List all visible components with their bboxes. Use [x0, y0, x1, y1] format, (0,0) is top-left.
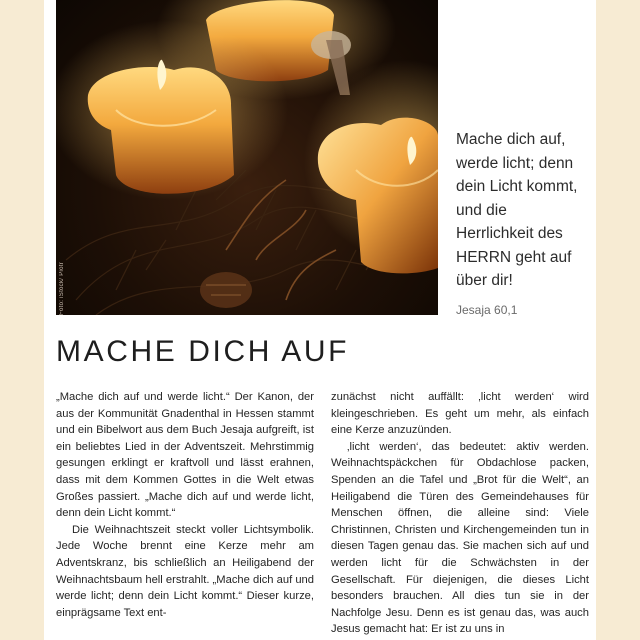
photo-credit: Foto: iStock/ Piotr	[59, 261, 65, 315]
paragraph: Die Weihnachtszeit steckt voller Lichtsymbolik. Jede Woche brennt eine Kerze mehr am Adventskranz, bis schließlich an Heiligabend der Weihnachtsbaum hell erstrahlt. „Mache dich auf und werde licht; denn dein Licht kommt.“ Dieser kurze, einprägsame Text ent-	[56, 523, 314, 619]
paragraph: ‚licht werden‘, das bedeutet: aktiv werden. Weihnachtspäckchen für Obdachlose packen, Spenden an die Tafel und „Brot für die Welt“, an Heiligabend die Türen des Gemeindehauses für Menschen öffnen, die alleine sind: Viele Christinnen, Christen und Kirchengemeinden tun in diesen Tagen genau das. Sie machen sich auf und werden licht für die Schwächsten in der Gesellschaft. Für diejenigen, die dieses Licht besonders brauchen. All dies tun sie in der Nachfolge Jesu. Denn es ist genau das, was auch Jesus gemacht hat: Er ist zu uns in	[331, 440, 589, 636]
article-title: MACHE DICH AUF	[56, 335, 350, 368]
candles-illustration	[56, 0, 438, 315]
bible-verse: Mache dich auf, werde licht; denn dein Licht kommt, und die Herrlichkeit des HERRN geht auf über dir!	[456, 131, 578, 289]
paragraph: zunächst nicht auffällt: ‚licht werden‘ wird kleingeschrieben. Es geht um mehr, als einfach eine Kerze anzuzünden.	[331, 391, 589, 437]
pine-cone	[200, 272, 252, 308]
verse-reference: Jesaja 60,1	[456, 303, 518, 317]
article-column-right	[331, 389, 589, 638]
paragraph: „Mache dich auf und werde licht.“ Der Kanon, der aus der Kommunität Gnadenthal in Hessen stammt und ein Bibelwort aus dem Buch Jesaja aufgreift, ist ein beliebtes Lied in der Adventszeit. Mehrstimmig gesungen erklingt er kraftvoll und lässt erahnen, dass mit dem Kommen Gottes in die Welt etwas Großes passiert. „Mache dich auf und werde licht, denn dein Licht kommt.“	[56, 391, 314, 520]
magazine-page	[44, 0, 596, 640]
article-column-left	[56, 389, 314, 621]
advent-candles-photo	[56, 0, 438, 315]
